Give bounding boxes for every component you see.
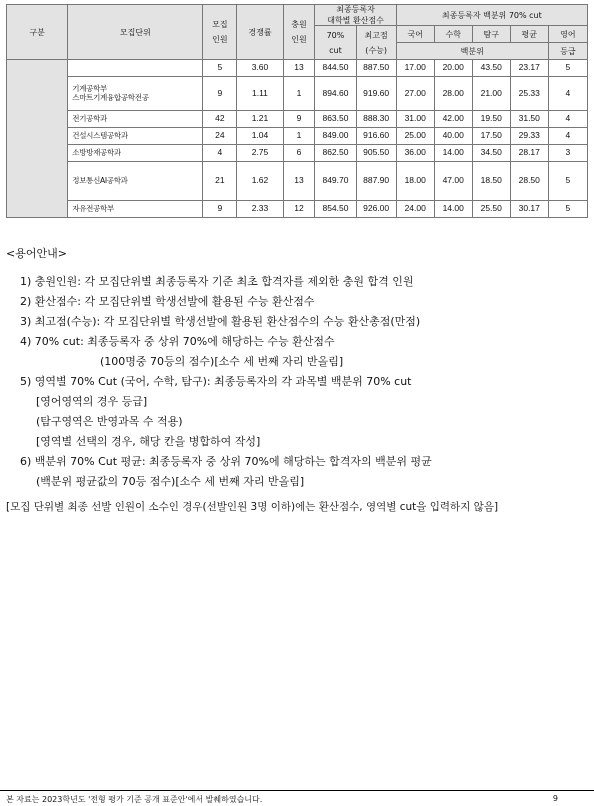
header-unit: 모집단위 — [68, 5, 203, 60]
supplementary-value: 12 — [283, 201, 315, 218]
unit-name: 전기공학과 — [68, 111, 203, 128]
max-value: 887.50 — [356, 60, 396, 77]
competition-value: 1.04 — [237, 128, 283, 145]
table-row — [7, 201, 588, 218]
unit-name: 자유전공학부 — [68, 201, 203, 218]
average-value: 28.17 — [510, 145, 548, 162]
unit-name: 정보통신AI공학과 — [68, 162, 203, 201]
supplementary-value: 1 — [283, 77, 315, 111]
korean-value: 18.00 — [396, 162, 434, 201]
explore-value: 19.50 — [472, 111, 510, 128]
explore-value: 21.00 — [472, 77, 510, 111]
header-max-line1: 최고점 — [364, 30, 388, 40]
english-value: 5 — [548, 162, 587, 201]
competition-value: 3.60 — [237, 60, 283, 77]
cut70-value: 863.50 — [315, 111, 356, 128]
average-value: 23.17 — [510, 60, 548, 77]
header-conv-max — [356, 26, 396, 60]
glossary-notes — [6, 245, 588, 513]
note-item: 3) 최고점(수능): 각 모집단위별 학생선발에 활용된 환산점수의 수능 환산총점(만점) — [20, 315, 421, 328]
cut70-value: 862.50 — [315, 145, 356, 162]
korean-value: 31.00 — [396, 111, 434, 128]
average-value: 29.33 — [510, 128, 548, 145]
header-category: 구분 — [7, 5, 68, 60]
math-value: 47.00 — [434, 162, 472, 201]
average-value: 25.33 — [510, 77, 548, 111]
header-supp-line2: 인원 — [291, 35, 307, 45]
english-value: 3 — [548, 145, 587, 162]
note-item: [영어영역의 경우 등급] — [36, 395, 148, 408]
header-korean: 국어 — [396, 26, 434, 43]
korean-value: 27.00 — [396, 77, 434, 111]
table-row — [7, 162, 588, 201]
average-value: 30.17 — [510, 201, 548, 218]
header-grade: 등급 — [548, 43, 587, 60]
competition-value: 1.11 — [237, 77, 283, 111]
supplementary-value: 6 — [283, 145, 315, 162]
admission-results-table — [6, 4, 588, 218]
note-warning: [모집 단위별 최종 선발 인원이 소수인 경우(선발인원 3명 이하)에는 환산점수, 영역별 cut을 입력하지 않음] — [6, 501, 499, 513]
category-cell — [7, 60, 68, 218]
header-conv-line1: 최종등록자 — [336, 5, 375, 14]
header-english: 영어 — [548, 26, 587, 43]
supplementary-value: 13 — [283, 162, 315, 201]
competition-value: 1.21 — [237, 111, 283, 128]
header-max-line2: (수능) — [365, 45, 387, 55]
header-conv-70cut — [315, 26, 356, 60]
header-percentile-group: 최종등록자 백분위 70% cut — [396, 5, 587, 26]
table-row — [7, 128, 588, 145]
math-value: 28.00 — [434, 77, 472, 111]
cut70-value: 849.00 — [315, 128, 356, 145]
note-item: (100명중 70등의 점수)[소수 세 번째 자리 반올림] — [100, 355, 344, 368]
korean-value: 25.00 — [396, 128, 434, 145]
max-value: 887.90 — [356, 162, 396, 201]
note-item: [영역별 선택의 경우, 해당 칸을 병합하여 작성] — [36, 435, 261, 448]
header-quota-line2: 인원 — [212, 35, 228, 45]
korean-value: 24.00 — [396, 201, 434, 218]
header-70-line2: cut — [329, 45, 342, 55]
header-average: 평균 — [510, 26, 548, 43]
header-supplementary — [283, 5, 315, 60]
note-item: 1) 충원인원: 각 모집단위별 최종등록자 기준 최초 합격자를 제외한 충원 합격 인원 — [20, 275, 414, 288]
note-item: (백분위 평균값의 70등 점수)[소수 세 번째 자리 반올림] — [36, 475, 305, 488]
unit-name-line1: 기계공학부 — [72, 84, 107, 94]
english-value: 5 — [548, 60, 587, 77]
header-quota-line1: 모집 — [212, 20, 228, 29]
english-value: 4 — [548, 111, 587, 128]
table-row — [7, 60, 588, 77]
header-percentile: 백분위 — [396, 43, 548, 60]
math-value: 20.00 — [434, 60, 472, 77]
max-value: 926.00 — [356, 201, 396, 218]
table-row — [7, 77, 588, 111]
header-math: 수학 — [434, 26, 472, 43]
max-value: 916.60 — [356, 128, 396, 145]
note-item: 2) 환산점수: 각 모집단위별 학생선발에 활용된 수능 환산점수 — [20, 295, 315, 308]
korean-value: 36.00 — [396, 145, 434, 162]
table-row — [7, 111, 588, 128]
cut70-value: 844.50 — [315, 60, 356, 77]
quota-value: 21 — [203, 162, 237, 201]
header-supp-line1: 충원 — [291, 20, 307, 29]
supplementary-value: 9 — [283, 111, 315, 128]
english-value: 4 — [548, 128, 587, 145]
quota-value: 9 — [203, 201, 237, 218]
quota-value: 9 — [203, 77, 237, 111]
korean-value: 17.00 — [396, 60, 434, 77]
math-value: 42.00 — [434, 111, 472, 128]
header-explore: 탐구 — [472, 26, 510, 43]
max-value: 919.60 — [356, 77, 396, 111]
supplementary-value: 13 — [283, 60, 315, 77]
explore-value: 17.50 — [472, 128, 510, 145]
explore-value: 25.50 — [472, 201, 510, 218]
footer-text: 본 자료는 2023학년도 '전형 평가 기준 공개 표준안'에서 발췌하였습니다. — [6, 795, 263, 804]
max-value: 888.30 — [356, 111, 396, 128]
competition-value: 2.33 — [237, 201, 283, 218]
explore-value: 43.50 — [472, 60, 510, 77]
footer-divider — [0, 790, 594, 791]
quota-value: 24 — [203, 128, 237, 145]
table-body — [7, 60, 588, 218]
quota-value: 4 — [203, 145, 237, 162]
unit-name: 소방방재공학과 — [68, 145, 203, 162]
note-item: 6) 백분위 70% Cut 평균: 최종등록자 중 상위 70%에 해당하는 합격자의 백분위 평균 — [20, 455, 432, 468]
header-quota — [203, 5, 237, 60]
max-value: 905.50 — [356, 145, 396, 162]
cut70-value: 849.70 — [315, 162, 356, 201]
english-value: 4 — [548, 77, 587, 111]
unit-name — [68, 60, 203, 77]
unit-name: 건설시스템공학과 — [68, 128, 203, 145]
note-item: 5) 영역별 70% Cut (국어, 수학, 탐구): 최종등록자의 각 과목별 백분위 70% cut — [20, 375, 412, 388]
unit-name — [68, 77, 203, 111]
explore-value: 34.50 — [472, 145, 510, 162]
note-item: (탐구영역은 반영과목 수 적용) — [36, 415, 183, 428]
glossary-title: <용어안내> — [6, 247, 67, 260]
english-value: 5 — [548, 201, 587, 218]
cut70-value: 894.60 — [315, 77, 356, 111]
header-conv-group — [315, 5, 396, 26]
math-value: 40.00 — [434, 128, 472, 145]
competition-value: 1.62 — [237, 162, 283, 201]
table-row — [7, 145, 588, 162]
header-70-line1: 70% — [326, 30, 345, 40]
page-number: 9 — [552, 794, 558, 803]
average-value: 31.50 — [510, 111, 548, 128]
math-value: 14.00 — [434, 201, 472, 218]
unit-name-line2: 스마트기계융합공학전공 — [72, 92, 149, 102]
table-header — [7, 5, 588, 60]
math-value: 14.00 — [434, 145, 472, 162]
supplementary-value: 1 — [283, 128, 315, 145]
header-competition: 경쟁률 — [237, 5, 283, 60]
average-value: 28.50 — [510, 162, 548, 201]
cut70-value: 854.50 — [315, 201, 356, 218]
competition-value: 2.75 — [237, 145, 283, 162]
note-item: 4) 70% cut: 최종등록자 중 상위 70%에 해당하는 수능 환산점수 — [20, 335, 335, 348]
quota-value: 42 — [203, 111, 237, 128]
header-conv-line2: 대학별 환산점수 — [327, 16, 384, 26]
explore-value: 18.50 — [472, 162, 510, 201]
quota-value: 5 — [203, 60, 237, 77]
